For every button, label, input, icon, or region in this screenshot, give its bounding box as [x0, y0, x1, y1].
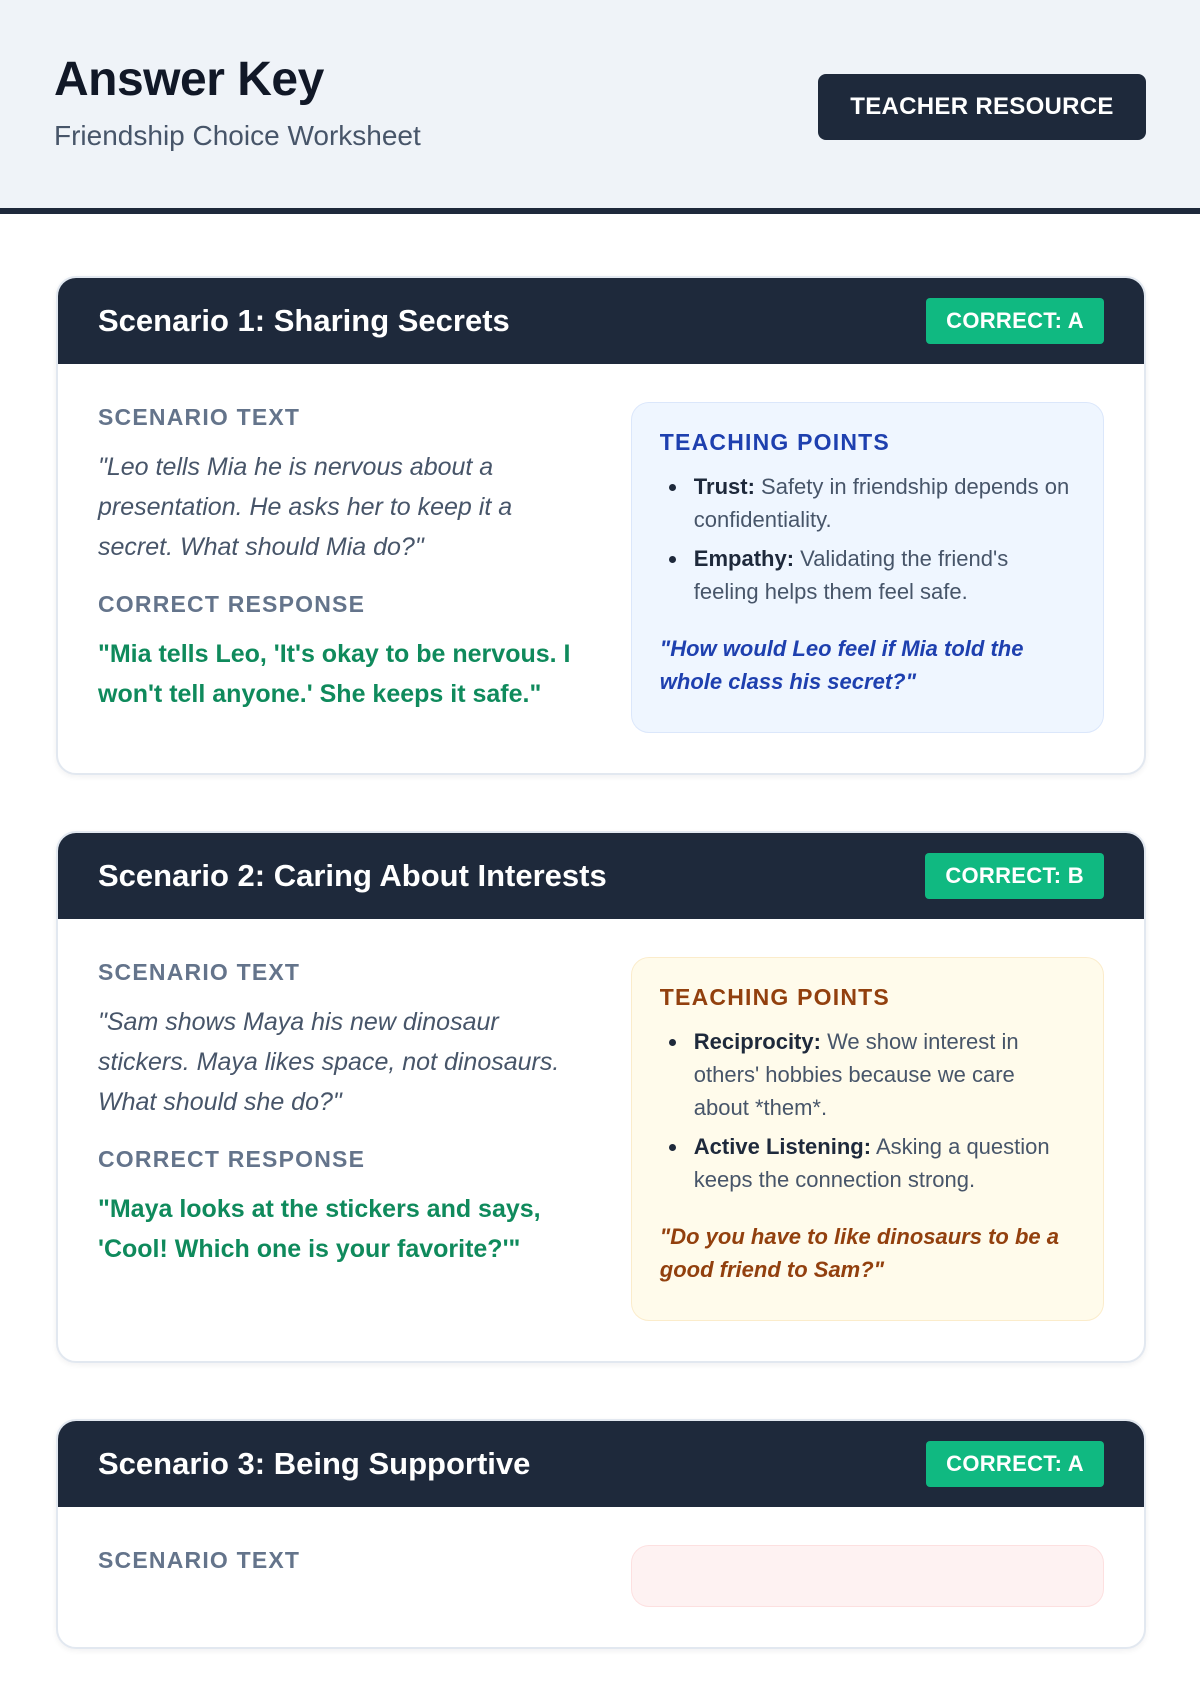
- correct-response: "Mia tells Leo, 'It's okay to be nervous. I won't tell anyone.' She keeps it safe.": [98, 640, 571, 708]
- correct-response-label: CORRECT RESPONSE: [98, 1146, 366, 1172]
- scenario-card-2: [56, 831, 1146, 1363]
- teaching-points-list: [660, 470, 1075, 608]
- scenario-card-3: [56, 1419, 1146, 1649]
- scenario-text: "Sam shows Maya his new dinosaur stickers. Maya likes space, not dinosaurs. What should she do?": [98, 1008, 560, 1116]
- discussion-question: "How would Leo feel if Mia told the whole class his secret?": [659, 636, 1024, 694]
- correct-answer-badge: CORRECT: A: [926, 298, 1104, 344]
- teaching-point: [660, 1025, 1075, 1124]
- teaching-point-term: Empathy:: [693, 546, 795, 571]
- teaching-point-term: Trust:: [693, 474, 755, 499]
- page-header: [0, 0, 1200, 214]
- teaching-points-list: [660, 1025, 1075, 1196]
- scenario-card-header: [58, 833, 1144, 919]
- teaching-point: [660, 470, 1075, 536]
- correct-answer-badge: CORRECT: A: [926, 1441, 1104, 1487]
- scenario-card-body: [58, 1507, 1144, 1647]
- teaching-points-label: TEACHING POINTS: [659, 429, 890, 455]
- scenario-details: [98, 957, 575, 1321]
- teacher-resource-badge: TEACHER RESOURCE: [818, 74, 1146, 140]
- scenario-details: [98, 1545, 575, 1607]
- scenario-card-header: [58, 1421, 1144, 1507]
- teaching-point-term: Active Listening:: [693, 1134, 872, 1159]
- teaching-points-box: [631, 957, 1104, 1321]
- scenario-card-body: [58, 364, 1144, 773]
- scenario-list: [56, 276, 1146, 1705]
- teaching-point-term: Reciprocity:: [693, 1029, 821, 1054]
- scenario-title: Scenario 1: Sharing Secrets: [98, 303, 510, 338]
- teaching-point: [660, 542, 1075, 608]
- teaching-points-label: TEACHING POINTS: [659, 984, 890, 1010]
- teaching-point-text: Asking a question keeps the connection strong.: [693, 1134, 1050, 1192]
- teaching-points-box: [631, 402, 1104, 733]
- teaching-point-text: We show interest in others' hobbies because we care about *them*.: [693, 1029, 1019, 1120]
- scenario-text-label: SCENARIO TEXT: [98, 404, 301, 430]
- scenario-details: [98, 402, 575, 733]
- correct-response: "Maya looks at the stickers and says, 'Cool! Which one is your favorite?'": [98, 1195, 541, 1263]
- discussion-question: "Do you have to like dinosaurs to be a good friend to Sam?": [659, 1224, 1059, 1282]
- teaching-point-text: Validating the friend's feeling helps them feel safe.: [693, 546, 1009, 604]
- scenario-title: Scenario 2: Caring About Interests: [98, 858, 607, 893]
- scenario-text: "Leo tells Mia he is nervous about a presentation. He asks her to keep it a secret. What should Mia do?": [98, 453, 513, 561]
- scenario-card-body: [58, 919, 1144, 1361]
- scenario-card-1: [56, 276, 1146, 775]
- scenario-text-label: SCENARIO TEXT: [98, 1547, 301, 1573]
- scenario-text-label: SCENARIO TEXT: [98, 959, 301, 985]
- teaching-point-text: Safety in friendship depends on confidentiality.: [693, 474, 1070, 532]
- correct-answer-badge: CORRECT: B: [925, 853, 1104, 899]
- correct-response-label: CORRECT RESPONSE: [98, 591, 366, 617]
- scenario-card-header: [58, 278, 1144, 364]
- page-title: Answer Key: [54, 53, 324, 106]
- page-subtitle: Friendship Choice Worksheet: [54, 120, 421, 151]
- teaching-points-box: [631, 1545, 1104, 1607]
- scenario-title: Scenario 3: Being Supportive: [98, 1446, 531, 1481]
- teaching-point: [660, 1130, 1075, 1196]
